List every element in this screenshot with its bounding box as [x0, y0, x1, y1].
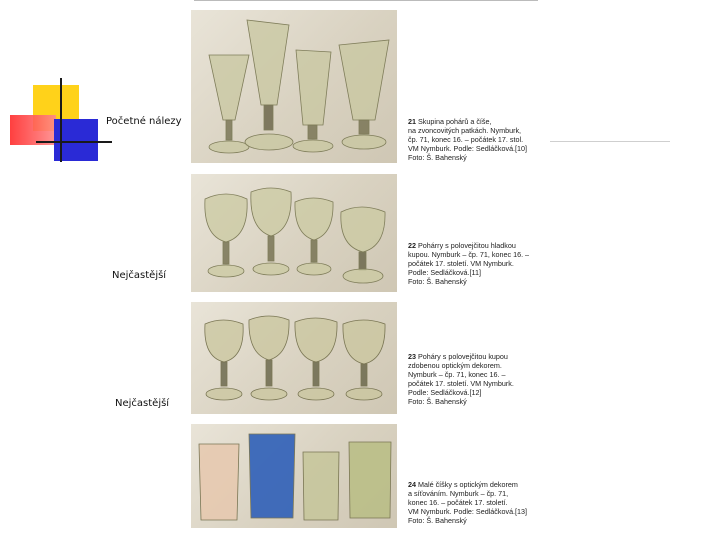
caption-line: Foto: Š. Bahenský	[408, 397, 467, 406]
caption-line: zdobenou optickým dekorem.	[408, 361, 502, 370]
photo-smooth-goblets	[191, 174, 397, 292]
caption-line: Malé číšky s optickým dekorem	[418, 480, 518, 489]
caption-line: konec 16. – počátek 17. století.	[408, 498, 508, 507]
caption-23	[408, 352, 548, 406]
caption-line: Foto: Š. Bahenský	[408, 277, 467, 286]
caption-21	[408, 117, 548, 162]
caption-22	[408, 241, 548, 286]
caption-number: 22	[408, 241, 416, 250]
caption-line: na zvoncovitých patkách. Nymburk,	[408, 126, 522, 135]
photo-small-beakers	[191, 424, 397, 528]
caption-24	[408, 480, 548, 525]
caption-line: počátek 17. století. VM Nymburk.	[408, 259, 514, 268]
caption-line: Skupina pohárů a číše,	[418, 117, 492, 126]
caption-number: 24	[408, 480, 416, 489]
caption-line: Foto: Š. Bahenský	[408, 516, 467, 525]
book-page	[188, 0, 550, 540]
caption-line: kupou. Nymburk – čp. 71, konec 16. –	[408, 250, 530, 259]
decor-right-rule	[550, 141, 670, 142]
caption-number: 23	[408, 352, 416, 361]
caption-number: 21	[408, 117, 416, 126]
caption-line: Pohárry s polovejčitou hladkou	[418, 241, 516, 250]
slide-label-most-frequent-2: Nejčastější	[115, 398, 170, 409]
photo-optic-goblets	[191, 302, 397, 414]
caption-line: Poháry s polovejčitou kupou	[418, 352, 508, 361]
photo-goblets-group	[191, 10, 397, 163]
caption-line: Foto: Š. Bahenský	[408, 153, 467, 162]
caption-line: počátek 17. století. VM Nymburk.	[408, 379, 514, 388]
decor-vertical-line	[60, 78, 62, 162]
caption-line: Podle: Sedláčková.[12]	[408, 388, 482, 397]
slide-label-most-frequent-1: Nejčastější	[112, 270, 167, 281]
caption-line: Podle: Sedláčková.[11]	[408, 268, 481, 277]
caption-line: čp. 71, konec 16. – počátek 17. stol.	[408, 135, 524, 144]
caption-line: a síťováním. Nymburk – čp. 71,	[408, 489, 509, 498]
caption-line: Nymburk – čp. 71, konec 16. –	[408, 370, 506, 379]
page-top-rule	[194, 0, 538, 1]
slide-label-numerous-finds: Početné nálezy	[106, 116, 182, 127]
decor-horizontal-line	[36, 141, 112, 143]
caption-line: VM Nymburk. Podle: Sedláčková.[10]	[408, 144, 528, 153]
caption-line: VM Nymburk. Podle: Sedláčková.[13]	[408, 507, 528, 516]
